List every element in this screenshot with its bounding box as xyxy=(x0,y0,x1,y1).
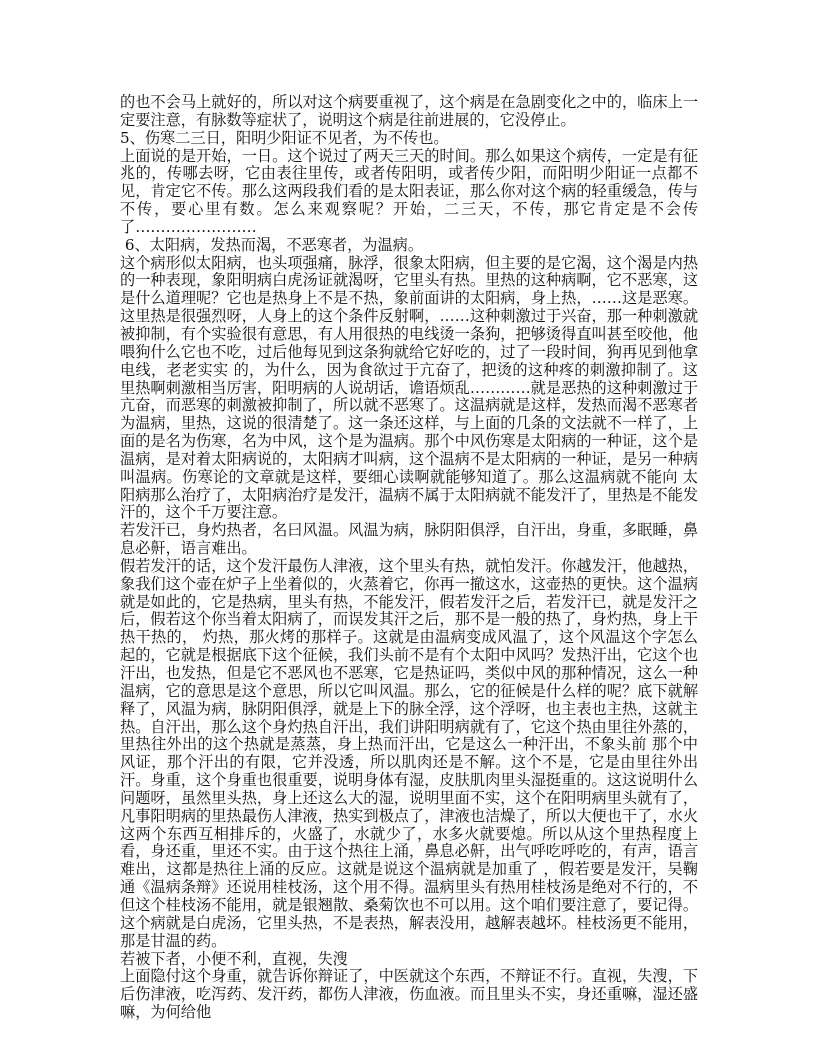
body-paragraph: 假若发汗的话，这个发汗最伤人津液，这个里头有热，就怕发汗。你越发汗，他越热，象我们这个壶在炉子上坐着似的，火蒸着它，你再一撤这水，这壶热的更快。这个温病就是如此的，它是热病，里头有热，不能发汗，假若发汗之后，若发汗已，就是发汗之后，假若这个你当着太阳病了，而误发其汗之后，那不是一般的热了，身灼热，身上干热干热的， 灼热，那火烤的那样子。这就是由温病变成风温了，这个风温这个字怎么起的，它就是根据底下这个征候，我们头前不是有个太阳中风吗？发热汗出，它这个也汗出，也发热，但是它不恶风也不恶寒，它是热证吗，类似中风的那种情况，这么一种温病，它的意思是这个意思，所以它叫风温。那么，它的征候是什么样的呢？底下就解释了，风温为病，脉阴阳俱浮，就是上下的脉全浮，这个浮呀，也主表也主热，这就主热。自汗出，那么这个身灼热自汗出，我们讲阳明病就有了，它这个热由里往外蒸的，里热往外出的这个热就是蒸蒸，身上热而汗出，它是这么一种汗出，不象头前 那个中风证，那个汗出的有限，它并没透，所以肌肉还是不解。这个不是，它是由里往外出汗。身重，这个身重也很重要，说明身体有湿，皮肤肌肉里头湿挺重的。这这说明什么问题呀，虽然里头热，身上还这么大的湿，说明里面不实，这个在阳明病里头就有了，凡事阳明病的里热最伤人津液，热实到极点了，津液也洁燥了，所以大便也干了，水火这两个东西互相排斥的，火盛了，水就少了，水多火就要熄。所以从这个里热程度上看，身还重，里还不实。由于这个热往上涌，鼻息必鼾，出气呼吃呼吃的，有声，语言难出，这都是热往上涌的反应。这就是说这个温病就是加重了 ，假若要是发汗，吴鞠通《温病条辩》还说用桂枝汤，这个用不得。温病里头有热用桂枝汤是绝对不行的，不但这个桂枝汤不能用，就是银翘散、桑菊饮也不可以用。这个咱们要注意了，要记得。这个病就是白虎汤，它里头热，不是表热，解表没用，越解表越坏。桂枝汤更不能用，那是甘温的药。 xyxy=(120,556,698,950)
verse-heading-fengwen: 若发汗已，身灼热者，名曰风温。风温为病，脉阴阳俱浮，自汗出，身重，多眠睡，鼻息必鼾，语言难出。 xyxy=(120,521,698,558)
body-paragraph: 这个病形似太阳病，也头项强痛，脉浮，很象太阳病，但主要的是它渴，这个渴是内热的一种表现，象阳明病白虎汤证就渴呀，它里头有热。里热的这种病啊，它不恶寒，这是什么道理呢？它也是热身上不是不热，象前面讲的太阳病，身上热，……这是恶寒。这里热是很强烈呀，人身上的这个条件反射啊，……这种刺激过于兴奋，那一种刺激就被抑制，有个实验很有意思，有人用很热的电线烫一条狗，把够烫得直叫甚至咬他，他喂狗什么它也不吃，过后他每见到这条狗就给它好吃的，过了一段时间，狗再见到他拿电线，老老实实 的，为什么，因为食欲过于亢奋了，把烫的这种疼的刺激抑制了。这里热啊刺激相当厉害，阳明病的人说胡话，谵语烦乱…………就是恶热的这种刺激过于亢奋，而恶寒的刺激被抑制了，所以就不恶寒了。这温病就是这样，发热而渴不恶寒者为温病，里热，这说的很清楚了。这一条还这样，与上面的几条的文法就不一样了，上面的是名为伤寒，名为中风，这个是为温病。那个中风伤寒是太阳病的一种证，这个是温病，是对着太阳病说的，太阳病才叫病，这个温病不是太阳病的一种证，是另一种病叫温病。伤寒论的文章就是这样，要细心读啊就能够知道了。那么这温病就不能向 太阳病那么治疗了，太阳病治疗是发汗，温病不属于太阳病就不能发汗了，里热是不能发汗的，这个千万要注意。 xyxy=(120,253,698,522)
body-paragraph: 上面说的是开始，一日。这个说过了两天三天的时间。那么如果这个病传，一定是有征兆的，传哪去呀，它由表往里传，或者传阳明，或者传少阳，而阳明少阳证一点都不见，肯定它不传。那么这两段我们看的是太阳表证，那么你对这个病的轻重缓急，传与不传，要心里有数。怎么来观察呢？开始，二三天，不传，那它肯定是不会传了…………………… xyxy=(120,146,698,236)
body-paragraph: 上面隐付这个身重，就告诉你辩证了，中医就这个东西，不辩证不行。直视，失溲，下后伤津液，吃泻药、发汗药，都伤人津液，伤血液。而且里头不实，身还重嘛，湿还盛嘛，为何给他 xyxy=(120,967,698,1022)
verse-heading-beixia: 若被下者，小便不利，直视，失溲 xyxy=(120,949,348,968)
verse-heading-6: 6、太阳病，发热而渴，不恶寒者，为温病。 xyxy=(120,235,424,254)
body-paragraph: 的也不会马上就好的，所以对这个病要重视了，这个病是在急剧变化之中的，临床上一定要注意，有脉数等症状了，说明这个病是往前进展的，它没停止。 xyxy=(120,93,698,129)
verse-heading-5: 5、伤寒二三日，阳明少阳证不见者，为不传也。 xyxy=(120,128,449,147)
document-page xyxy=(120,94,698,1022)
